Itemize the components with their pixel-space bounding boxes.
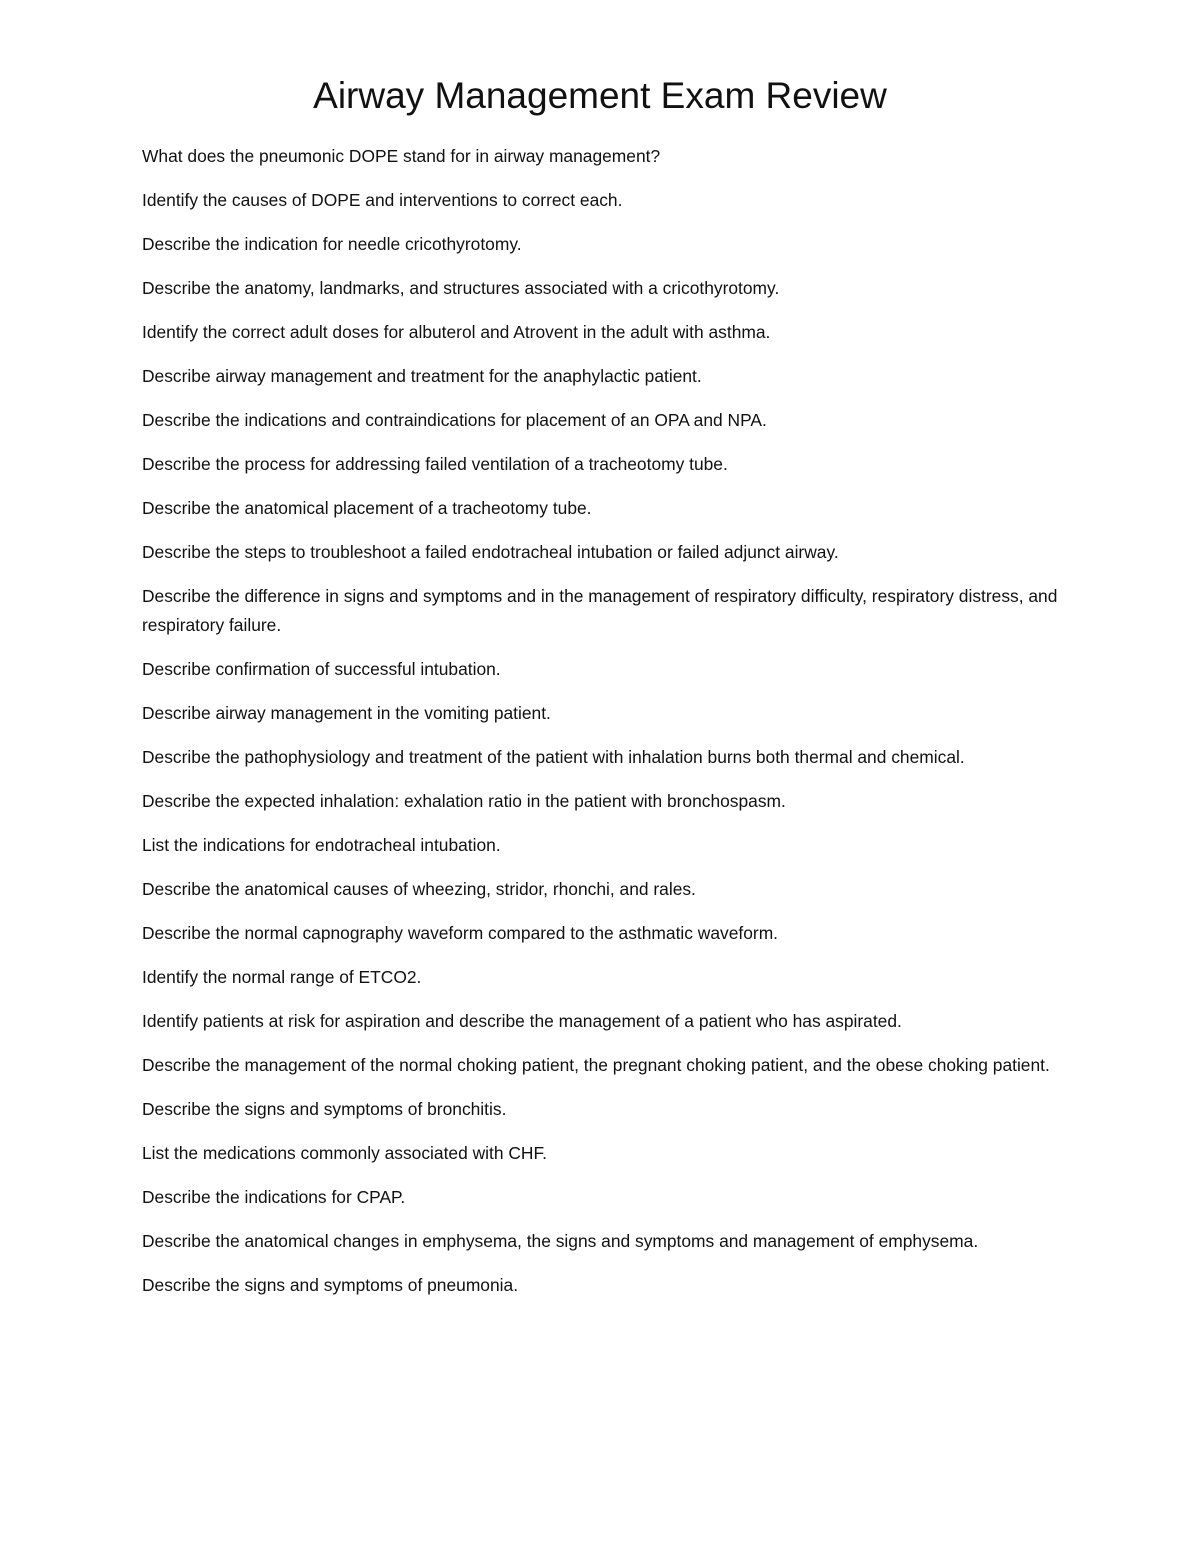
question-item: Describe the difference in signs and symptoms and in the management of respiratory difficulty, respiratory distress, and respiratory failure. [142, 586, 1058, 635]
question-item: Describe the indications and contraindications for placement of an OPA and NPA. [142, 410, 767, 430]
question-item: Describe the anatomical placement of a tracheotomy tube. [142, 498, 592, 518]
question-item: Describe the signs and symptoms of bronchitis. [142, 1099, 507, 1119]
question-item: Describe the indications for CPAP. [142, 1187, 406, 1207]
question-item: Describe the steps to troubleshoot a failed endotracheal intubation or failed adjunct airway. [142, 542, 839, 562]
question-item: Describe the anatomy, landmarks, and structures associated with a cricothyrotomy. [142, 278, 780, 298]
question-item: Describe confirmation of successful intubation. [142, 659, 501, 679]
question-item: Identify the correct adult doses for albuterol and Atrovent in the adult with asthma. [142, 322, 771, 342]
question-item: Describe the indication for needle cricothyrotomy. [142, 234, 522, 254]
question-item: Describe the process for addressing failed ventilation of a tracheotomy tube. [142, 454, 728, 474]
question-list [142, 142, 1062, 1315]
question-item: Describe the pathophysiology and treatment of the patient with inhalation burns both thermal and chemical. [142, 747, 965, 767]
question-item: Describe the expected inhalation: exhalation ratio in the patient with bronchospasm. [142, 791, 786, 811]
question-item: Describe the anatomical changes in emphysema, the signs and symptoms and management of emphysema. [142, 1231, 979, 1251]
question-item: Identify the normal range of ETCO2. [142, 967, 422, 987]
question-item: What does the pneumonic DOPE stand for in airway management? [142, 146, 661, 166]
question-item: Describe the signs and symptoms of pneumonia. [142, 1275, 519, 1295]
question-item: List the indications for endotracheal intubation. [142, 835, 501, 855]
question-item: Describe airway management and treatment for the anaphylactic patient. [142, 366, 702, 386]
question-item: Describe the management of the normal choking patient, the pregnant choking patient, and the obese choking patient. [142, 1055, 1050, 1075]
question-item: Identify patients at risk for aspiration and describe the management of a patient who has aspirated. [142, 1011, 902, 1031]
document-title: Airway Management Exam Review [313, 75, 887, 116]
question-item: Identify the causes of DOPE and interventions to correct each. [142, 190, 623, 210]
question-item: Describe airway management in the vomiting patient. [142, 703, 551, 723]
question-item: Describe the anatomical causes of wheezing, stridor, rhonchi, and rales. [142, 879, 696, 899]
question-item: List the medications commonly associated with CHF. [142, 1143, 547, 1163]
question-item: Describe the normal capnography waveform compared to the asthmatic waveform. [142, 923, 779, 943]
